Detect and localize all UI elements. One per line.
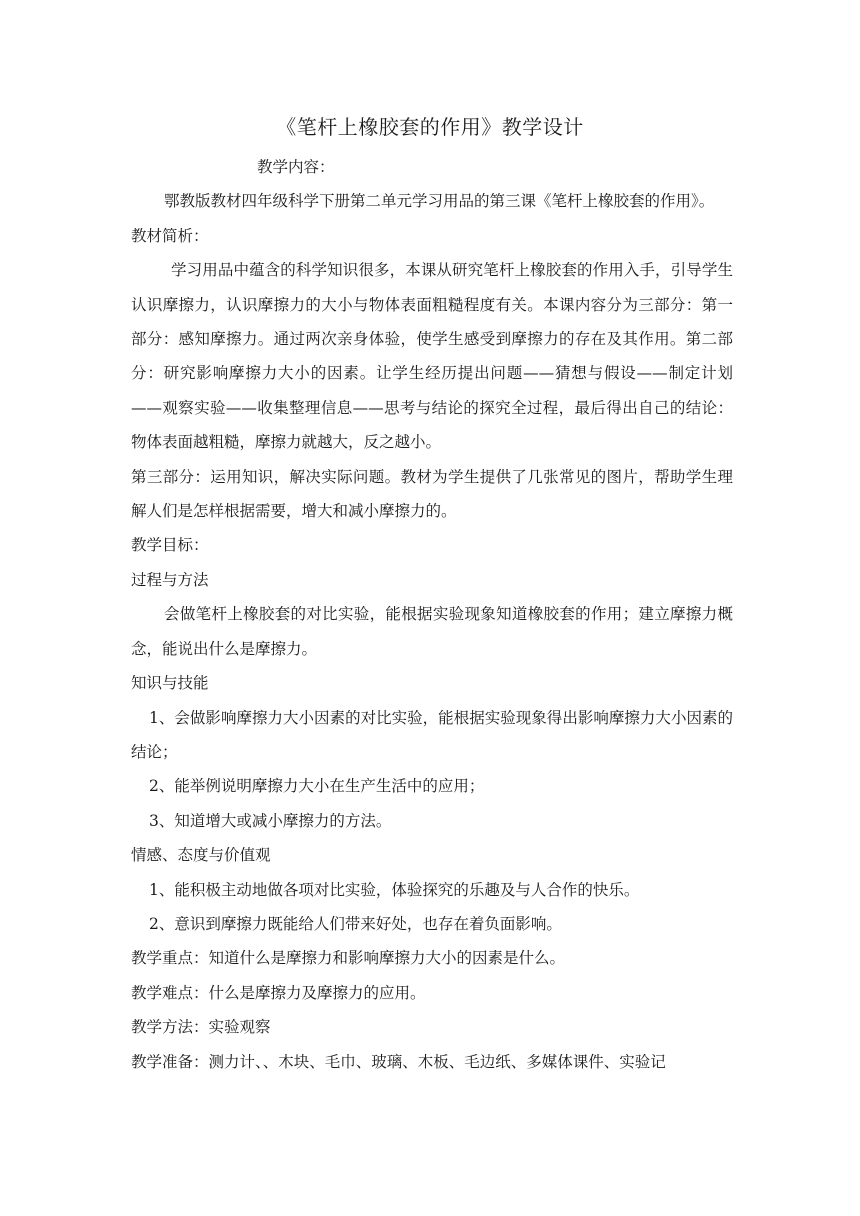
teaching-preparation: 教学准备：测力计、、木块、毛巾、玻璃、木板、毛边纸、多媒体课件、实验记 bbox=[131, 1052, 666, 1071]
knowledge-item: 2、能举例说明摩擦力大小在生产生活中的应用； bbox=[149, 777, 485, 796]
teaching-content-text: 鄂教版教材四年级科学下册第二单元学习用品的第三课《笔杆上橡胶套的作用》。 bbox=[164, 192, 715, 211]
key-points: 教学重点：知道什么是摩擦力和影响摩擦力大小的因素是什么。 bbox=[131, 949, 566, 968]
emotion-item: 1、能积极主动地做各项对比实验，体验探究的乐趣及与人合作的快乐。 bbox=[149, 880, 640, 899]
material-analysis-paragraph-2: 第三部分：运用知识，解决实际问题。教材为学生提供了几张常见的图片，帮助学生理解人们是怎样根据需要，增大和减小摩擦力的。 bbox=[131, 467, 733, 521]
knowledge-item: 3、知道增大或减小摩擦力的方法。 bbox=[149, 811, 392, 830]
teaching-goals-heading: 教学目标： bbox=[131, 536, 209, 555]
knowledge-skills-heading: 知识与技能 bbox=[131, 674, 209, 693]
document-title: 《笔杆上橡胶套的作用》教学设计 bbox=[276, 115, 584, 139]
knowledge-item: 1、会做影响摩擦力大小因素的对比实验，能根据实验现象得出影响摩擦力大小因素的结论； bbox=[131, 708, 733, 761]
teaching-content-heading: 教学内容： bbox=[257, 158, 335, 176]
emotion-item: 2、意识到摩擦力既能给人们带来好处，也存在着负面影响。 bbox=[149, 914, 562, 933]
process-method-heading: 过程与方法 bbox=[131, 570, 209, 589]
material-analysis-paragraph: 学习用品中蕴含的科学知识很多，本课从研究笔杆上橡胶套的作用入手，引导学生认识摩擦力，认识摩擦力的大小与物体表面粗糙程度有关。本课内容分为三部分：第一部分：感知摩擦力。通过两次亲身体验，使学生感受到摩擦力的存在及其作用。第二部分：研究影响摩擦力大小的因素。让学生经历提出问题——猜想与假设——制定计划——观察实验——收集整理信息——思考与结论的探究全过程，最后得出自己的结论：物体表面越粗糙，摩擦力就越大，反之越小。 bbox=[131, 261, 733, 452]
emotion-heading: 情感、态度与价值观 bbox=[131, 846, 271, 865]
difficult-points: 教学难点：什么是摩擦力及摩擦力的应用。 bbox=[131, 983, 426, 1002]
document-body bbox=[131, 150, 733, 1079]
teaching-method: 教学方法：实验观察 bbox=[131, 1018, 271, 1037]
process-method-text: 会做笔杆上橡胶套的对比实验，能根据实验现象知道橡胶套的作用；建立摩擦力概念，能说出什么是摩擦力。 bbox=[131, 605, 733, 658]
material-analysis-heading: 教材简析： bbox=[131, 226, 209, 245]
